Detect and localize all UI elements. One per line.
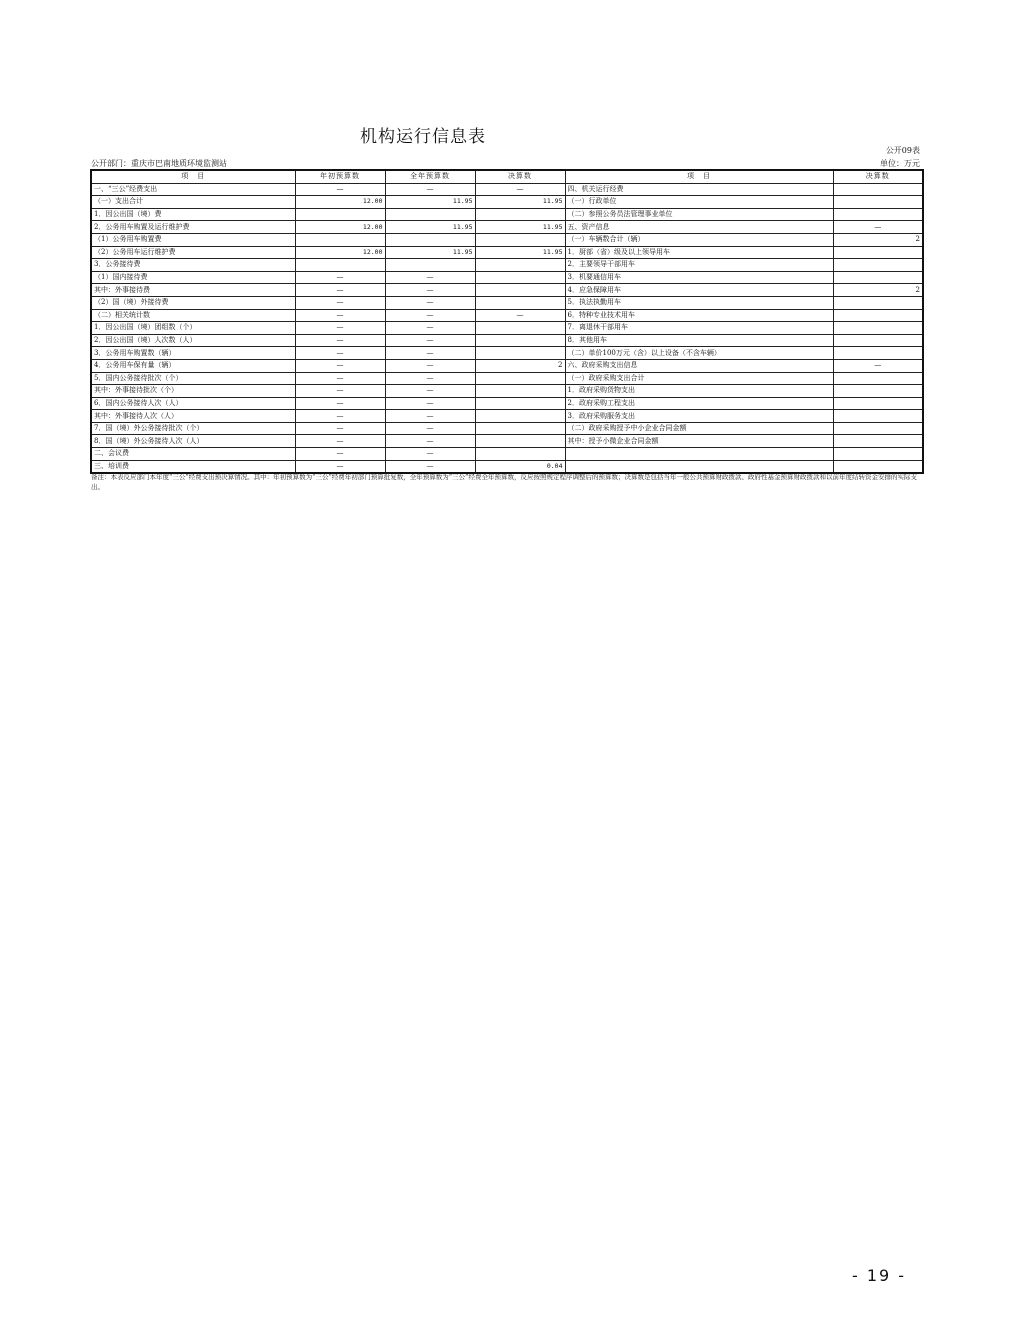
cell-final-account-right: 2 [833, 233, 923, 246]
table-row [91, 359, 923, 372]
cell-initial-budget: — [295, 397, 385, 410]
cell-initial-budget: 12.00 [295, 246, 385, 259]
table-row [91, 309, 923, 322]
info-table [90, 169, 924, 474]
cell-final-account [475, 448, 565, 461]
cell-final-account [475, 284, 565, 297]
cell-initial-budget: 12.00 [295, 196, 385, 209]
header-full-year-budget: 全年预算数 [385, 170, 475, 183]
cell-full-year-budget: — [385, 435, 475, 448]
cell-final-account: 11.95 [475, 246, 565, 259]
cell-full-year-budget: — [385, 397, 475, 410]
row-item-left: （二）相关统计数 [91, 309, 295, 322]
cell-initial-budget: — [295, 359, 385, 372]
cell-final-account [475, 296, 565, 309]
row-item-right: 2．主要领导干部用车 [565, 259, 833, 272]
row-item-right: （二）参照公务员法管理事业单位 [565, 208, 833, 221]
cell-final-account-right [833, 410, 923, 423]
row-item-right [565, 460, 833, 473]
cell-final-account [475, 435, 565, 448]
cell-initial-budget: — [295, 284, 385, 297]
row-item-right: 1．厨部（省）级及以上领导用车 [565, 246, 833, 259]
table-code: 公开09表 [885, 146, 920, 155]
cell-initial-budget [295, 208, 385, 221]
cell-final-account-right: — [833, 221, 923, 234]
cell-final-account-right [833, 183, 923, 196]
cell-full-year-budget: — [385, 385, 475, 398]
cell-full-year-budget [385, 259, 475, 272]
table-row [91, 208, 923, 221]
row-item-left: （2）国（境）外接待费 [91, 296, 295, 309]
cell-final-account [475, 372, 565, 385]
table-row [91, 183, 923, 196]
cell-final-account [475, 334, 565, 347]
table-row [91, 448, 923, 461]
cell-final-account: 11.95 [475, 221, 565, 234]
row-item-right: （一）政府采购支出合计 [565, 372, 833, 385]
page-number: - 19 - [852, 1266, 907, 1285]
header-initial-budget: 年初预算数 [295, 170, 385, 183]
table-row [91, 284, 923, 297]
cell-final-account-right [833, 422, 923, 435]
row-item-left: （2）公务用车运行维护费 [91, 246, 295, 259]
cell-full-year-budget: — [385, 347, 475, 360]
table-row [91, 271, 923, 284]
row-item-left: 其中：外事接待费 [91, 284, 295, 297]
row-item-left: 4．公务用车保有量（辆） [91, 359, 295, 372]
row-item-left: 二、会议费 [91, 448, 295, 461]
cell-full-year-budget: — [385, 460, 475, 473]
table-row [91, 435, 923, 448]
cell-final-account-right: 2 [833, 284, 923, 297]
row-item-left: 2．因公出国（境）人次数（人） [91, 334, 295, 347]
row-item-right: 2．政府采购工程支出 [565, 397, 833, 410]
cell-initial-budget: — [295, 435, 385, 448]
row-item-left: 5．国内公务接待批次（个） [91, 372, 295, 385]
cell-final-account-right [833, 309, 923, 322]
cell-final-account: — [475, 309, 565, 322]
cell-initial-budget: — [295, 372, 385, 385]
cell-initial-budget: — [295, 334, 385, 347]
cell-initial-budget: — [295, 322, 385, 335]
cell-initial-budget: — [295, 183, 385, 196]
row-item-right: 其中：授予小微企业合同金额 [565, 435, 833, 448]
cell-full-year-budget: — [385, 359, 475, 372]
row-item-right: 6．特种专业技术用车 [565, 309, 833, 322]
row-item-left: 1．因公出国（境）团组数（个） [91, 322, 295, 335]
row-item-left: 2．公务用车购置及运行维护费 [91, 221, 295, 234]
cell-final-account: 11.95 [475, 196, 565, 209]
row-item-right: 六、政府采购支出信息 [565, 359, 833, 372]
row-item-left: 7．国（境）外公务接待批次（个） [91, 422, 295, 435]
table-header-row [91, 170, 923, 183]
cell-full-year-budget: 11.95 [385, 221, 475, 234]
cell-full-year-budget: — [385, 334, 475, 347]
cell-final-account-right [833, 347, 923, 360]
table-row [91, 397, 923, 410]
cell-full-year-budget: — [385, 322, 475, 335]
row-item-right: （一）行政单位 [565, 196, 833, 209]
cell-final-account-right [833, 271, 923, 284]
cell-final-account [475, 422, 565, 435]
footnote: 备注：本表反应部门本年度“三公”经费支出预决算情况。其中：年初预算数为“三公”经费年初部门预算批复数，全年预算数为“三公”经费全年预算数，反应按照规定程序调整后的预算数；决算数是包括当年一般公共预算财政拨款、政府性基金预算财政拨款和以前年度结转资金安排的实际支出。 [91, 473, 917, 491]
cell-final-account-right [833, 296, 923, 309]
cell-final-account-right [833, 259, 923, 272]
header-final-account: 决算数 [475, 170, 565, 183]
row-item-left: 一、“三公”经费支出 [91, 183, 295, 196]
cell-final-account: — [475, 183, 565, 196]
row-item-right: 8．其他用车 [565, 334, 833, 347]
cell-final-account-right [833, 435, 923, 448]
cell-initial-budget [295, 259, 385, 272]
cell-final-account [475, 410, 565, 423]
row-item-left: 3．公务接待费 [91, 259, 295, 272]
cell-initial-budget: 12.00 [295, 221, 385, 234]
row-item-right: 5．执法执勤用车 [565, 296, 833, 309]
row-item-left: 三、培训费 [91, 460, 295, 473]
row-item-right: 3．政府采购服务支出 [565, 410, 833, 423]
cell-final-account [475, 385, 565, 398]
table-row [91, 259, 923, 272]
cell-final-account-right: — [833, 359, 923, 372]
cell-final-account-right [833, 334, 923, 347]
row-item-right: 7．离退休干部用车 [565, 322, 833, 335]
cell-full-year-budget: — [385, 296, 475, 309]
unit-label: 单位：万元 [880, 159, 920, 168]
table-row [91, 347, 923, 360]
table-row [91, 372, 923, 385]
row-item-left: （1）公务用车购置费 [91, 233, 295, 246]
cell-initial-budget: — [295, 460, 385, 473]
row-item-left: 其中：外事接待人次（人） [91, 410, 295, 423]
table-row [91, 296, 923, 309]
row-item-right: 3．机要通信用车 [565, 271, 833, 284]
row-item-right: （二）单价100万元（含）以上设备（不含车辆） [565, 347, 833, 360]
cell-final-account [475, 233, 565, 246]
cell-final-account-right [833, 460, 923, 473]
header-final-account-right: 决算数 [833, 170, 923, 183]
page-title: 机构运行信息表 [360, 127, 486, 147]
row-item-right [565, 448, 833, 461]
row-item-left: 1．因公出国（境）费 [91, 208, 295, 221]
table-row [91, 233, 923, 246]
cell-initial-budget: — [295, 410, 385, 423]
cell-initial-budget [295, 233, 385, 246]
table-row [91, 334, 923, 347]
row-item-left: （1）国内接待费 [91, 271, 295, 284]
cell-full-year-budget: — [385, 448, 475, 461]
cell-final-account-right [833, 196, 923, 209]
cell-final-account [475, 271, 565, 284]
cell-initial-budget: — [295, 347, 385, 360]
cell-full-year-budget: — [385, 183, 475, 196]
row-item-right: 五、资产信息 [565, 221, 833, 234]
cell-final-account-right [833, 372, 923, 385]
cell-final-account-right [833, 246, 923, 259]
cell-initial-budget: — [295, 296, 385, 309]
cell-full-year-budget [385, 208, 475, 221]
cell-full-year-budget: 11.95 [385, 196, 475, 209]
cell-full-year-budget: — [385, 284, 475, 297]
cell-full-year-budget: — [385, 372, 475, 385]
table-row [91, 460, 923, 473]
cell-final-account [475, 322, 565, 335]
cell-final-account-right [833, 448, 923, 461]
cell-full-year-budget: — [385, 410, 475, 423]
row-item-right: 四、机关运行经费 [565, 183, 833, 196]
cell-final-account-right [833, 385, 923, 398]
row-item-right: （一）车辆数合计（辆） [565, 233, 833, 246]
cell-final-account-right [833, 208, 923, 221]
cell-initial-budget: — [295, 271, 385, 284]
cell-full-year-budget: — [385, 309, 475, 322]
department-label: 公开部门：重庆市巴南地质环境监测站 [91, 159, 227, 168]
row-item-left: 3．公务用车购置数（辆） [91, 347, 295, 360]
table-row [91, 385, 923, 398]
cell-final-account-right [833, 322, 923, 335]
row-item-right: 1．政府采购货物支出 [565, 385, 833, 398]
cell-final-account [475, 208, 565, 221]
row-item-left: 6．国内公务接待人次（人） [91, 397, 295, 410]
cell-final-account [475, 397, 565, 410]
row-item-left: （一）支出合计 [91, 196, 295, 209]
cell-full-year-budget: — [385, 271, 475, 284]
cell-full-year-budget: 11.95 [385, 246, 475, 259]
cell-final-account [475, 347, 565, 360]
header-item-left: 项 目 [91, 170, 295, 183]
cell-initial-budget: — [295, 422, 385, 435]
cell-full-year-budget [385, 233, 475, 246]
cell-final-account: 0.04 [475, 460, 565, 473]
row-item-left: 其中：外事接待批次（个） [91, 385, 295, 398]
table-row [91, 322, 923, 335]
cell-initial-budget: — [295, 309, 385, 322]
row-item-left: 8．国（境）外公务接待人次（人） [91, 435, 295, 448]
row-item-right: 4．应急保障用车 [565, 284, 833, 297]
cell-final-account [475, 259, 565, 272]
cell-initial-budget: — [295, 448, 385, 461]
table-row [91, 410, 923, 423]
table-row [91, 246, 923, 259]
table-row [91, 221, 923, 234]
header-item-right: 项 目 [565, 170, 833, 183]
table-row [91, 196, 923, 209]
table-row [91, 422, 923, 435]
cell-full-year-budget: — [385, 422, 475, 435]
cell-final-account: 2 [475, 359, 565, 372]
cell-initial-budget: — [295, 385, 385, 398]
cell-final-account-right [833, 397, 923, 410]
row-item-right: （二）政府采购授予中小企业合同金额 [565, 422, 833, 435]
